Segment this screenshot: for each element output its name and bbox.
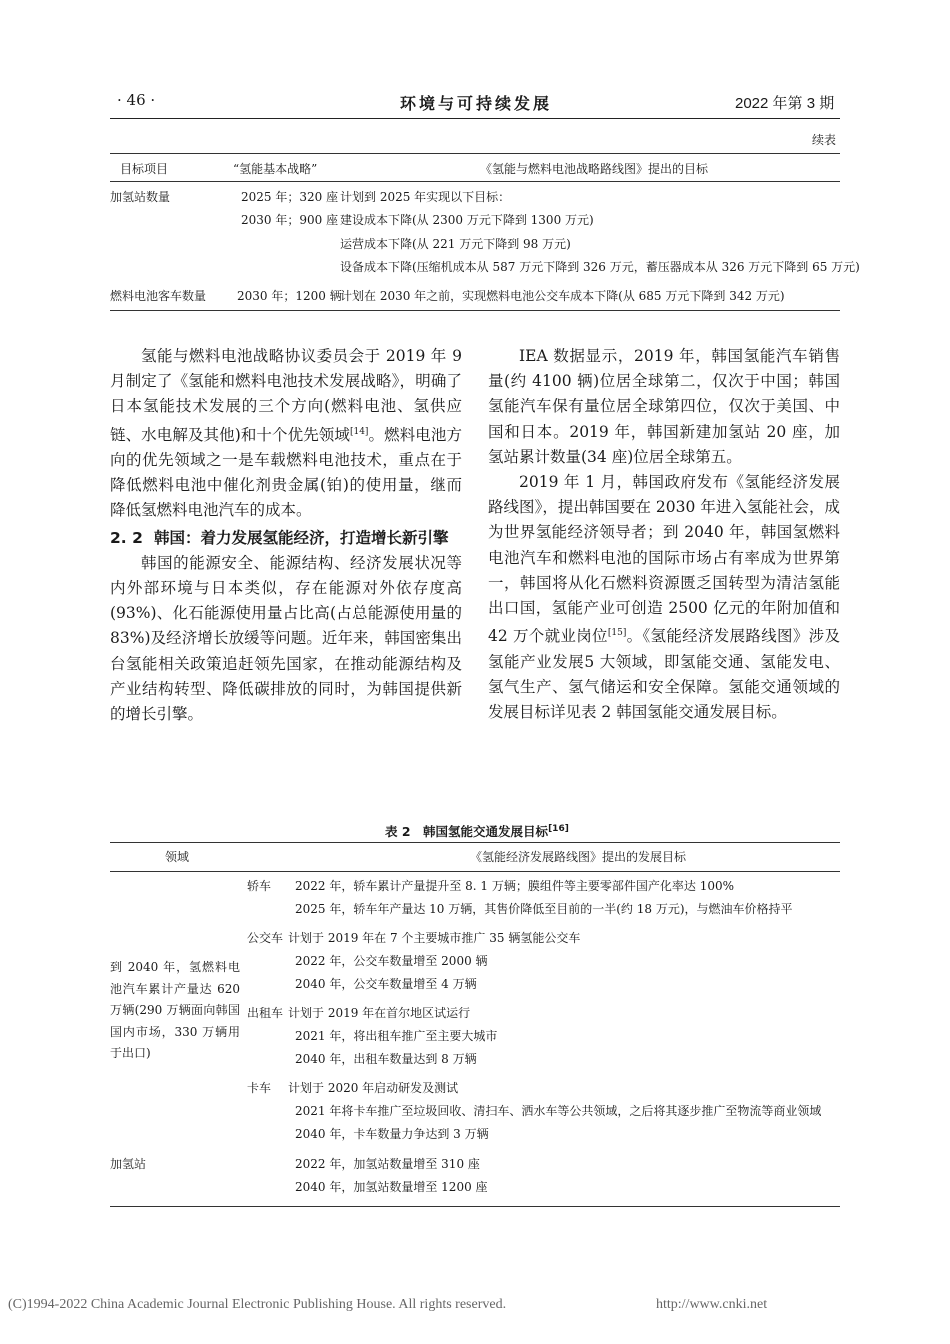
- table2-station-label: 加氢站: [110, 1157, 147, 1171]
- table1-row-strategy: 2030 年；1200 辆: [237, 289, 342, 303]
- section-title: 韩国：着力发展氢能经济，打造增长新引擎: [154, 528, 449, 547]
- table2-bottom-rule: [110, 1206, 840, 1207]
- table2-header-targets: 《氢能经济发展路线图》提出的发展目标: [470, 850, 687, 864]
- reference-marker: [14]: [349, 426, 369, 437]
- paragraph: 韩国的能源安全、能源结构、经济发展状况等内外部环境与日本类似，存在能源对外依存度高(93%)、化石能源使用量占比高(占总能源使用量的 83%)及经济增长放缓等问题。近年来，韩国密集出台氢能相关政策追赶领先国家，在推动能源结构及产业结构转型、降低碳排放的同时，为韩国提供新的增长引擎。: [110, 553, 462, 723]
- paragraph: 氢能与燃料电池战略协议委员会于 2019 年 9 月制定了《氢能和燃料电池技术发展战略》，明确了日本氢能技术发展的三个方向(燃料电池、氢供应链、水电解及其他)和十个优先领域[14]。燃料电池方向的优先领域之一是车载燃料电池技术，重点在于降低燃料电池中催化剂贵金属(铂)的使用量，继而降低氢燃料电池汽车的成本。: [110, 347, 462, 520]
- table2-target-line: 2025 年，轿车年产量达 10 万辆，其售价降低至目前的一半(约 18 万元)，与燃油车价格持平: [295, 902, 793, 916]
- table1-row-target: 计划到 2025 年实现以下目标：: [340, 190, 511, 204]
- footer-url[interactable]: http://www.cnki.net: [656, 1297, 768, 1312]
- table2-target-line: 2040 年，卡车数量力争达到 3 万辆: [295, 1127, 489, 1141]
- table2-group-name: 公交车: [247, 931, 284, 945]
- reference-marker: [16]: [548, 823, 569, 834]
- paragraph: IEA 数据显示，2019 年，韩国氢能汽车销售量(约 4100 辆)位居全球第二，仅次于中国；韩国氢能汽车保有量位居全球第四位，仅次于美国、中国和日本。2019 年，韩国新建加氢站 20 座，加氢站累计数量(34 座)位居全球第五。: [488, 347, 840, 466]
- table2-top-rule: [110, 842, 840, 843]
- left-column: [110, 344, 462, 727]
- page-number: · 46 ·: [117, 91, 156, 109]
- right-column: [488, 344, 840, 725]
- paragraph: 2019 年 1 月，韩国政府发布《氢能经济发展路线图》，提出韩国要在 2030 年进入氢能社会，成为世界氢能经济领导者；到 2040 年，韩国氢燃料电池汽车和燃料电池的国际市场占有率成为世界第一，韩国将从化石燃料资源匮乏国转型为清洁氢能出口国，氢能产业可创造 2500 亿元的年附加值和 42 万个就业岗位[15]。《氢能经济发展路线图》涉及氢能产业发展5 大领域，即氢能交通、氢能发电、氢气生产、氢气储运和安全保障。氢能交通领域的发展目标详见表 2 韩国氢能交通发展目标。: [488, 473, 840, 721]
- journal-title: 环境与可持续发展: [400, 94, 553, 113]
- table1-bottom-rule: [110, 310, 840, 311]
- table1-row-target: 建设成本下降(从 2300 万元下降到 1300 万元): [340, 213, 594, 227]
- header-rule: [110, 118, 840, 119]
- section-number: 2. 2: [110, 528, 143, 547]
- table2-target-line: 2021 年，将出租车推广至主要大城市: [295, 1029, 498, 1043]
- table2-group-name: 轿车: [247, 879, 272, 893]
- table2-target-line: 2022 年，加氢站数量增至 310 座: [295, 1157, 480, 1171]
- table1-row-target: 运营成本下降(从 221 万元下降到 98 万元): [340, 237, 571, 251]
- table2-domain-cell: 到 2040 年，氢燃料电池汽车累计产量达 620 万辆(290 万辆面向韩国国内市场，330 万辆用于出口): [110, 960, 240, 1060]
- table1-header-strategy: “氢能基本战略”: [233, 162, 318, 176]
- section-heading: [110, 526, 462, 551]
- table1-row-target: 计划在 2030 年之前，实现燃料电池公交车成本下降(从 685 万元下降到 342 万元): [340, 289, 785, 303]
- continued-label: 续表: [812, 133, 837, 147]
- table2-target-line: 2040 年，出租车数量达到 8 万辆: [295, 1052, 477, 1066]
- table1-header-rule: [110, 181, 840, 182]
- table1-header-targets: 《氢能与燃料电池战略路线图》提出的目标: [480, 162, 709, 176]
- table2-group-name: 出租车: [247, 1006, 284, 1020]
- table1-row-item: 燃料电池客车数量: [110, 289, 207, 303]
- table2-title: 表 2 韩国氢能交通发展目标[16]: [385, 823, 569, 839]
- table2-header-domain: 领域: [165, 850, 190, 864]
- table1-row-target: 设备成本下降(压缩机成本从 587 万元下降到 326 万元，蓄压器成本从 326 万元下降到 65 万元): [340, 260, 860, 274]
- reference-marker: [15]: [607, 628, 627, 639]
- issue-label: 2022 年第 3 期: [735, 95, 835, 112]
- table2-target-line: 2040 年，公交车数量增至 4 万辆: [295, 977, 477, 991]
- table2-target-line: 计划于 2019 年在首尔地区试运行: [288, 1006, 471, 1020]
- table2-target-line: 2021 年将卡车推广至垃圾回收、清扫车、洒水车等公共领域，之后将其逐步推广至物流等商业领域: [295, 1104, 822, 1118]
- table1-row-item: 加氢站数量: [110, 190, 171, 204]
- table2-target-line: 计划于 2020 年启动研发及测试: [288, 1081, 459, 1095]
- table2-group-name: 卡车: [247, 1081, 272, 1095]
- copyright-notice: (C)1994-2022 China Academic Journal Electronic Publishing House. All rights reserved.: [8, 1297, 507, 1312]
- table1-top-rule: [110, 153, 840, 154]
- table1-header-item: 目标项目: [120, 162, 169, 176]
- table2-target-line: 2022 年，公交车数量增至 2000 辆: [295, 954, 488, 968]
- table2-target-line: 2022 年，轿车累计产量提升至 8. 1 万辆；膜组件等主要零部件国产化率达 100%: [295, 879, 735, 893]
- table1-row-strategy: 2030 年；900 座: [241, 213, 339, 227]
- table1-row-strategy: 2025 年；320 座: [241, 190, 339, 204]
- table2-target-line: 计划于 2019 年在 7 个主要城市推广 35 辆氢能公交车: [288, 931, 581, 945]
- table2-header-rule: [110, 871, 840, 872]
- table2-target-line: 2040 年，加氢站数量增至 1200 座: [295, 1180, 488, 1194]
